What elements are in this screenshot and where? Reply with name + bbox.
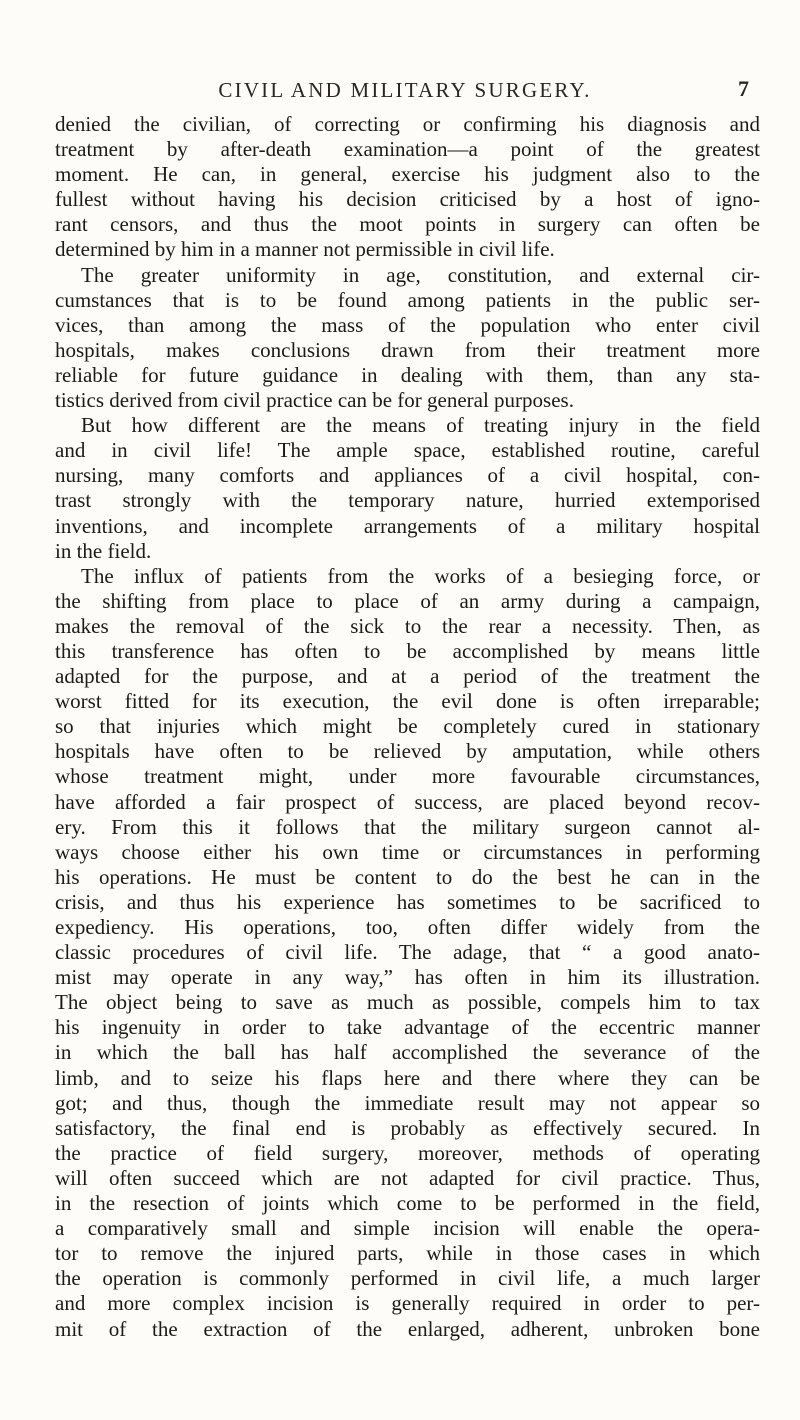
text-line: the practice of field surgery, moreover, methods of operating (55, 1140, 760, 1165)
page-number: 7 (738, 76, 749, 101)
text-line: ery. From this it follows that the military surgeon cannot al- (55, 814, 760, 839)
text-line: moment. He can, in general, exercise his judgment also to the (55, 162, 760, 187)
text-line: denied the civilian, of correcting or confirming his diagnosis and (55, 112, 760, 136)
text-line: mist may operate in any way,” has often in him its illustration. (55, 965, 760, 990)
text-line: so that injuries which might be completely cured in stationary (55, 714, 760, 739)
text-line: mit of the extraction of the enlarged, adherent, unbroken bone (55, 1316, 760, 1341)
text-line: The influx of patients from the works of a besieging force, or (81, 563, 760, 588)
text-line: got; and thus, though the immediate result may not appear so (55, 1090, 760, 1115)
text-line: and in civil life! The ample space, established routine, careful (55, 438, 760, 463)
text-line: limb, and to seize his flaps here and there where they can be (55, 1065, 760, 1090)
text-line: crisis, and thus his experience has sometimes to be sacrificed to (55, 889, 760, 914)
body-text (55, 112, 760, 1342)
text-line: treatment by after-death examination—a point of the greatest (55, 137, 760, 162)
text-line: vices, than among the mass of the population who enter civil (55, 312, 760, 337)
text-line: his ingenuity in order to take advantage of the eccentric manner (55, 1015, 760, 1040)
text-line: rant censors, and thus the moot points in surgery can often be (55, 212, 760, 237)
text-line: fullest without having his decision criticised by a host of igno- (55, 187, 760, 212)
text-line: and more complex incision is generally required in order to per- (55, 1291, 760, 1316)
text-line: the shifting from place to place of an army during a campaign, (55, 588, 760, 613)
text-line: this transference has often to be accomplished by means little (55, 638, 760, 663)
text-line: reliable for future guidance in dealing with them, than any sta- (55, 362, 760, 387)
text-line: worst fitted for its execution, the evil done is often irreparable; (55, 689, 760, 714)
text-line: in the resection of joints which come to be performed in the field, (55, 1191, 760, 1216)
text-line: whose treatment might, under more favourable circumstances, (55, 764, 760, 789)
text-line: his operations. He must be content to do the best he can in the (55, 864, 760, 889)
text-line: have afforded a fair prospect of success, are placed beyond recov- (55, 789, 760, 814)
text-line: trast strongly with the temporary nature, hurried extemporised (55, 488, 760, 513)
running-head: CIVIL AND MILITARY SURGERY. (218, 78, 592, 102)
text-line: makes the removal of the sick to the rear a necessity. Then, as (55, 613, 760, 638)
text-line: tor to remove the injured parts, while in those cases in which (55, 1241, 760, 1266)
text-line: hospitals, makes conclusions drawn from their treatment more (55, 337, 760, 362)
text-line: classic procedures of civil life. The adage, that “ a good anato- (55, 940, 760, 965)
text-line: in the field. (55, 538, 152, 563)
text-line: expediency. His operations, too, often differ widely from the (55, 915, 760, 939)
text-line: the operation is commonly performed in civil life, a much larger (55, 1266, 760, 1291)
text-line: in which the ball has half accomplished the severance of the (55, 1040, 760, 1065)
text-line: inventions, and incomplete arrangements of a military hospital (55, 513, 760, 538)
text-line: But how different are the means of treating injury in the field (81, 413, 760, 438)
text-line: cumstances that is to be found among patients in the public ser- (55, 287, 760, 312)
text-line: adapted for the purpose, and at a period of the treatment the (55, 664, 760, 689)
text-line: a comparatively small and simple incision will enable the opera- (55, 1216, 760, 1241)
text-line: ways choose either his own time or circumstances in performing (55, 839, 760, 864)
text-line: determined by him in a manner not permissible in civil life. (55, 237, 555, 262)
text-line: The object being to save as much as possible, compels him to tax (55, 990, 760, 1015)
text-line: tistics derived from civil practice can be for general purposes. (55, 388, 574, 413)
text-line: satisfactory, the final end is probably as effectively secured. In (55, 1115, 760, 1140)
text-line: nursing, many comforts and appliances of a civil hospital, con- (55, 463, 760, 488)
text-line: The greater uniformity in age, constitution, and external cir- (81, 262, 760, 287)
text-line: will often succeed which are not adapted for civil practice. Thus, (55, 1165, 760, 1190)
text-line: hospitals have often to be relieved by amputation, while others (55, 739, 760, 764)
